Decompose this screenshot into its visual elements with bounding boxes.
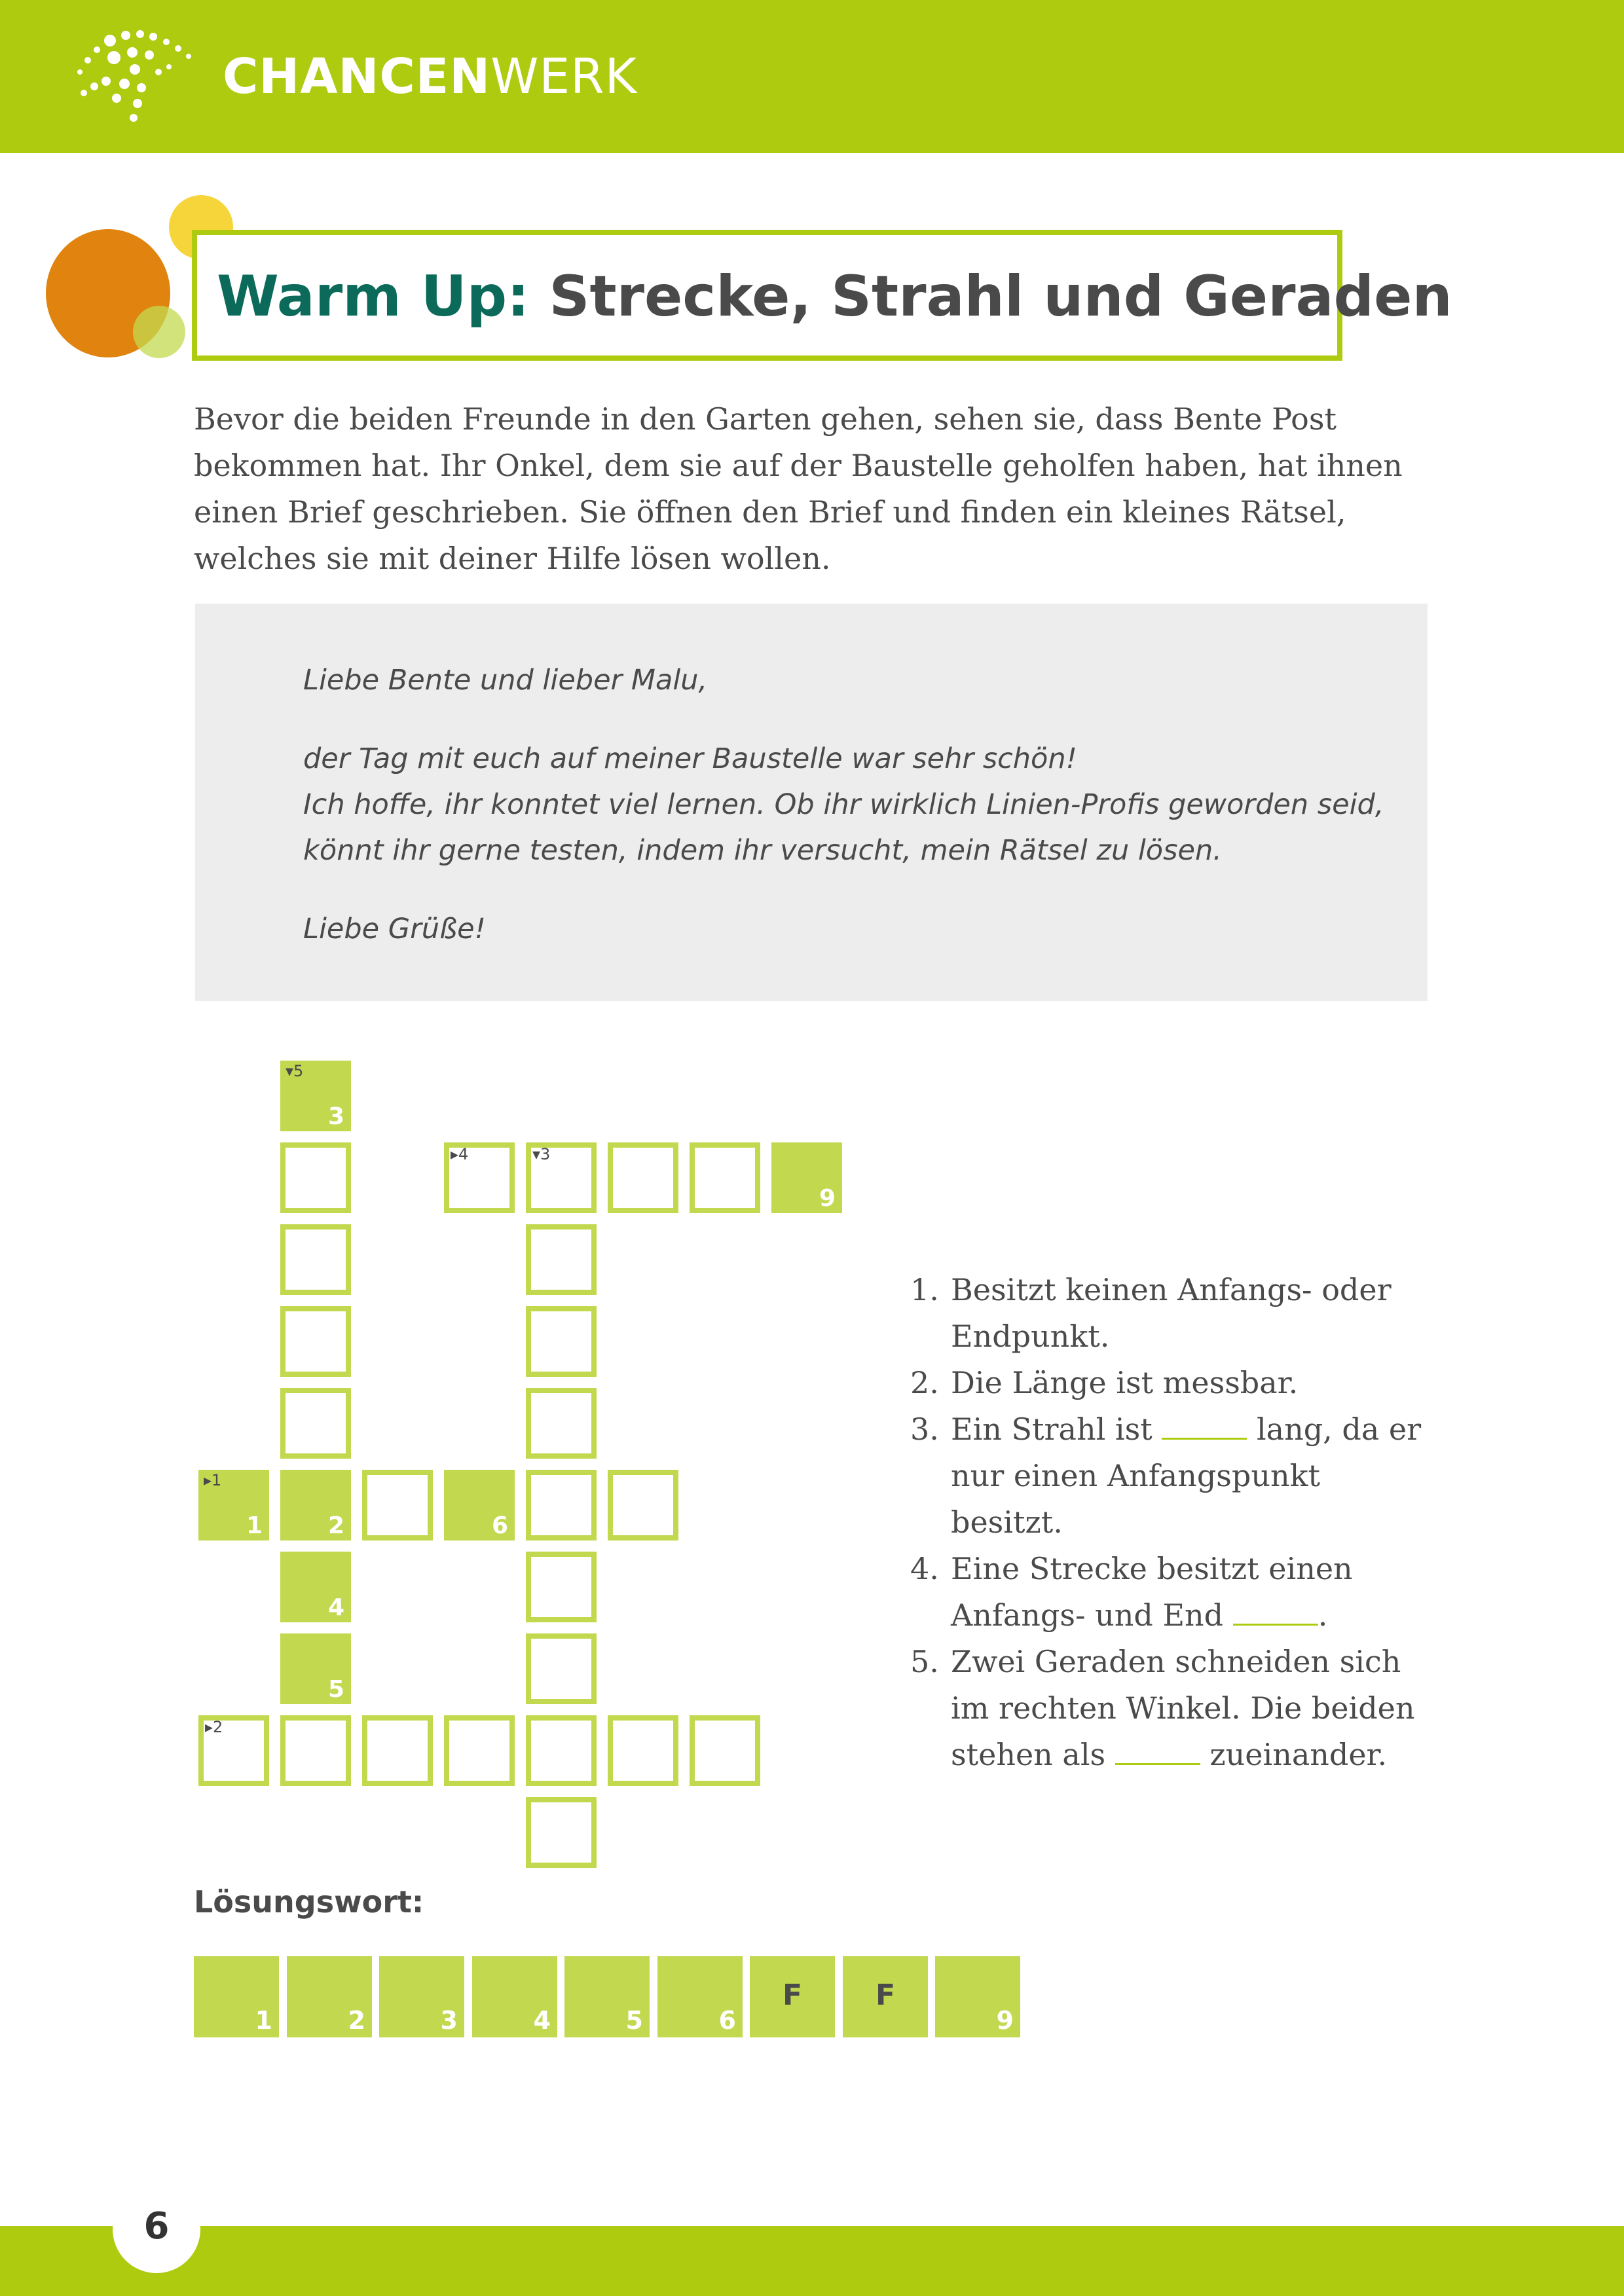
solution-index: 1 bbox=[246, 1512, 263, 1539]
crossword-cell[interactable] bbox=[526, 1224, 597, 1295]
solution-letter: F bbox=[782, 1978, 803, 2012]
crossword-solution-cell[interactable] bbox=[198, 1470, 269, 1540]
crossword-cell[interactable] bbox=[280, 1715, 351, 1786]
clue-text: Besitzt keinen Anfangs- oder Endpunkt. bbox=[951, 1272, 1392, 1354]
page-number-badge bbox=[113, 2185, 200, 2273]
solution-index: 5 bbox=[625, 2006, 643, 2035]
title-main: Strecke, Strahl und Geraden bbox=[529, 264, 1452, 329]
crossword-cell[interactable] bbox=[526, 1633, 597, 1704]
solution-index: 9 bbox=[996, 2006, 1014, 2035]
solution-label: Lösungswort: bbox=[194, 1884, 424, 1920]
brand-bold: CHANCEN bbox=[223, 48, 491, 105]
solution-box[interactable] bbox=[750, 1956, 835, 2037]
clue-item bbox=[910, 1639, 1434, 1778]
solution-index: 3 bbox=[440, 2006, 458, 2035]
clue-text: Die Länge ist messbar. bbox=[951, 1365, 1299, 1400]
clue-number: 5. bbox=[910, 1644, 939, 1679]
crossword-cell[interactable] bbox=[526, 1306, 597, 1377]
clue-item bbox=[910, 1267, 1434, 1360]
solution-box[interactable] bbox=[472, 1956, 557, 2037]
crossword-solution-cell[interactable] bbox=[280, 1470, 351, 1540]
chancenwerk-logo-icon bbox=[71, 29, 202, 127]
solution-index: 9 bbox=[819, 1185, 836, 1212]
crossword-solution-cell[interactable] bbox=[280, 1552, 351, 1622]
clue-marker: ▾5 bbox=[286, 1062, 304, 1080]
solution-index: 5 bbox=[327, 1676, 344, 1703]
fill-in-blank[interactable] bbox=[1115, 1737, 1200, 1765]
solution-index: 1 bbox=[255, 2006, 272, 2035]
crossword-cell[interactable] bbox=[526, 1142, 597, 1213]
crossword-cell[interactable] bbox=[608, 1142, 678, 1213]
crossword-cell[interactable] bbox=[690, 1715, 760, 1786]
crossword-cell[interactable] bbox=[362, 1715, 433, 1786]
letter-line: der Tag mit euch auf meiner Baustelle war sehr schön! bbox=[303, 742, 1077, 775]
clue-marker: ▾3 bbox=[532, 1145, 551, 1163]
brand-name bbox=[223, 47, 637, 106]
solution-box[interactable] bbox=[935, 1956, 1020, 2037]
crossword-cell[interactable] bbox=[608, 1470, 678, 1540]
crossword-cell[interactable] bbox=[526, 1797, 597, 1868]
header-bar bbox=[0, 0, 1624, 153]
clue-item bbox=[910, 1360, 1434, 1406]
clue-number: 4. bbox=[910, 1551, 939, 1586]
clue-text: . bbox=[1318, 1597, 1328, 1633]
solution-box[interactable] bbox=[564, 1956, 650, 2037]
letter-greeting: Liebe Bente und lieber Malu, bbox=[303, 664, 708, 697]
crossword-cell[interactable] bbox=[198, 1715, 269, 1786]
clue-marker: ▸1 bbox=[204, 1471, 222, 1489]
solution-index: 6 bbox=[718, 2006, 736, 2035]
solution-box[interactable] bbox=[194, 1956, 279, 2037]
crossword-solution-cell[interactable] bbox=[280, 1061, 351, 1131]
crossword-cell[interactable] bbox=[526, 1388, 597, 1459]
clue-item bbox=[910, 1546, 1434, 1639]
letter-closing: Liebe Grüße! bbox=[303, 913, 486, 945]
crossword-solution-cell[interactable] bbox=[280, 1633, 351, 1704]
clue-number: 2. bbox=[910, 1365, 939, 1400]
fill-in-blank[interactable] bbox=[1233, 1597, 1318, 1626]
solution-box[interactable] bbox=[843, 1956, 928, 2037]
solution-index: 3 bbox=[327, 1103, 344, 1130]
clue-text: zueinander. bbox=[1200, 1737, 1388, 1772]
crossword-cell[interactable] bbox=[280, 1142, 351, 1213]
crossword-cell[interactable] bbox=[362, 1470, 433, 1540]
clue-text: lang, da er nur einen Anfangspunkt besitzt. bbox=[951, 1412, 1422, 1540]
title-box bbox=[192, 230, 1452, 361]
crossword-cell[interactable] bbox=[444, 1142, 515, 1213]
solution-box[interactable] bbox=[287, 1956, 372, 2037]
crossword-cell[interactable] bbox=[690, 1142, 760, 1213]
solution-letter: F bbox=[875, 1978, 896, 2012]
clue-number: 1. bbox=[910, 1272, 939, 1307]
crossword-cell[interactable] bbox=[526, 1470, 597, 1540]
decorative-green-circle bbox=[133, 306, 185, 358]
fill-in-blank[interactable] bbox=[1162, 1412, 1247, 1440]
crossword-cell[interactable] bbox=[280, 1306, 351, 1377]
intro-paragraph: Bevor die beiden Freunde in den Garten gehen, sehen sie, dass Bente Post bekommen hat. Ihr Onkel, dem sie auf der Baustelle geholfen haben, hat ihnen einen Brief geschrieben. Sie öffnen den Brief und finden ein kleines Rätsel, welches sie mit deiner Hilfe lösen wollen. bbox=[194, 401, 1403, 576]
solution-index: 4 bbox=[327, 1594, 344, 1621]
clue-text: Zwei Geraden schneiden sich im rechten Winkel. Die beiden stehen als bbox=[951, 1644, 1415, 1772]
letter-line: könnt ihr gerne testen, indem ihr versucht, mein Rätsel zu lösen. bbox=[303, 834, 1222, 867]
clue-number: 3. bbox=[910, 1412, 939, 1447]
crossword-cell[interactable] bbox=[280, 1224, 351, 1295]
solution-index: 2 bbox=[348, 2006, 365, 2035]
crossword-solution-cell[interactable] bbox=[771, 1142, 842, 1213]
crossword-cell[interactable] bbox=[444, 1715, 515, 1786]
page-number: 6 bbox=[143, 2205, 170, 2248]
crossword-cell[interactable] bbox=[526, 1552, 597, 1622]
letter-line: Ich hoffe, ihr konntet viel lernen. Ob ihr wirklich Linien-Profis geworden seid, bbox=[303, 788, 1384, 821]
crossword-cell[interactable] bbox=[280, 1388, 351, 1459]
clue-marker: ▸4 bbox=[451, 1145, 469, 1163]
solution-index: 2 bbox=[327, 1512, 344, 1539]
crossword-cell[interactable] bbox=[526, 1715, 597, 1786]
clue-item bbox=[910, 1406, 1434, 1546]
footer-bar bbox=[0, 2226, 1624, 2296]
title-prefix: Warm Up: bbox=[217, 264, 530, 329]
clue-text: Eine Strecke besitzt einen Anfangs- und End bbox=[951, 1551, 1353, 1633]
solution-box[interactable] bbox=[379, 1956, 464, 2037]
solution-box[interactable] bbox=[657, 1956, 743, 2037]
solution-index: 4 bbox=[533, 2006, 551, 2035]
solution-index: 6 bbox=[491, 1512, 508, 1539]
crossword-solution-cell[interactable] bbox=[444, 1470, 515, 1540]
clue-list bbox=[910, 1267, 1434, 1778]
letter-card bbox=[195, 604, 1428, 1001]
clue-text: Ein Strahl ist bbox=[951, 1412, 1162, 1447]
page-title bbox=[217, 264, 1452, 329]
brand-light: WERK bbox=[490, 48, 638, 105]
crossword-cell[interactable] bbox=[608, 1715, 678, 1786]
clue-marker: ▸2 bbox=[205, 1718, 223, 1736]
